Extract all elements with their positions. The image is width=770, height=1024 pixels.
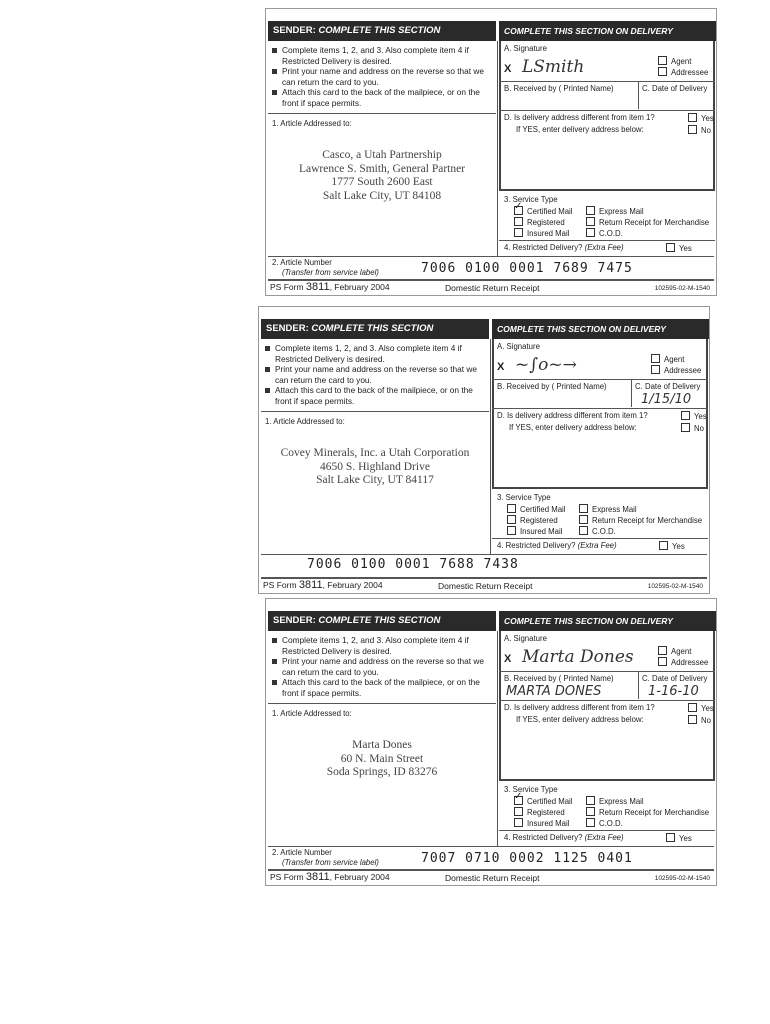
- service-option[interactable]: ✓Certified Mail: [514, 206, 573, 217]
- checkbox[interactable]: [514, 206, 523, 215]
- d-no-option[interactable]: No: [681, 423, 704, 434]
- checkbox[interactable]: [507, 526, 516, 535]
- addressee-option[interactable]: Addressee: [651, 365, 701, 376]
- restricted-delivery-label: 4. Restricted Delivery? (Extra Fee): [504, 833, 624, 842]
- service-type-label: 3. Service Type: [504, 785, 558, 794]
- checkbox[interactable]: [681, 423, 690, 432]
- restricted-delivery-label: 4. Restricted Delivery? (Extra Fee): [497, 541, 617, 550]
- checkbox[interactable]: [688, 703, 697, 712]
- d-yes-option[interactable]: Yes: [688, 113, 714, 124]
- agent-option[interactable]: Agent: [651, 354, 684, 365]
- instructions: Complete items 1, 2, and 3. Also complete item 4 if Restricted Delivery is desired. Print your name and address on the reverse so that we can return the card to you. Attach this card to the back of the mailpiece, or on the front if space permits.: [272, 635, 494, 698]
- d-question: D. Is delivery address different from item 1?: [504, 113, 655, 122]
- service-option[interactable]: C.O.D.: [586, 228, 623, 239]
- received-by-value: MARTA DONES: [506, 684, 602, 699]
- delivery-header: COMPLETE THIS SECTION ON DELIVERY: [499, 611, 716, 631]
- checkbox[interactable]: [651, 354, 660, 363]
- d-ifyes: If YES, enter delivery address below:: [516, 715, 644, 724]
- checkbox[interactable]: [514, 807, 523, 816]
- service-option[interactable]: Insured Mail: [514, 818, 569, 829]
- d-no-option[interactable]: No: [688, 125, 711, 136]
- instructions: Complete items 1, 2, and 3. Also complete item 4 if Restricted Delivery is desired. Print your name and address on the reverse so that we can return the card to you. Attach this card to the back of the mailpiece, or on the front if space permits.: [265, 343, 487, 406]
- service-option[interactable]: Express Mail: [586, 796, 644, 807]
- service-option[interactable]: Return Receipt for Merchandise: [586, 217, 709, 228]
- received-by-label: B. Received by ( Printed Name): [497, 382, 607, 391]
- restricted-yes-option[interactable]: Yes: [659, 541, 685, 552]
- return-receipt-card: [265, 598, 717, 886]
- sender-header: SENDER: COMPLETE THIS SECTION: [268, 611, 496, 631]
- checkbox[interactable]: [658, 646, 667, 655]
- signature: Marta Dones: [522, 647, 634, 667]
- checkbox[interactable]: [514, 818, 523, 827]
- article-number: 7006 0100 0001 7689 7475: [421, 261, 633, 276]
- return-receipt-card: [265, 8, 717, 296]
- article-number: 7006 0100 0001 7688 7438: [307, 557, 519, 572]
- restricted-yes-option[interactable]: Yes: [666, 243, 692, 254]
- received-by-label: B. Received by ( Printed Name): [504, 84, 614, 93]
- restricted-delivery-label: 4. Restricted Delivery? (Extra Fee): [504, 243, 624, 252]
- recipient-address: Marta Dones 60 N. Main Street Soda Springs, ID 83276: [326, 739, 438, 778]
- service-option[interactable]: Express Mail: [579, 504, 637, 515]
- sender-header: SENDER: COMPLETE THIS SECTION: [268, 21, 496, 41]
- delivery-date: 1-16-10: [648, 684, 699, 699]
- service-option[interactable]: Insured Mail: [514, 228, 569, 239]
- transfer-label: (Transfer from service label): [282, 268, 379, 277]
- checkbox[interactable]: [579, 504, 588, 513]
- x-mark: X: [504, 63, 512, 75]
- checkbox[interactable]: [514, 796, 523, 805]
- sender-header: SENDER: COMPLETE THIS SECTION: [261, 319, 489, 339]
- signature-label: A. Signature: [497, 342, 540, 351]
- date-label: C. Date of Delivery: [635, 382, 701, 391]
- article-addressed-label: 1. Article Addressed to:: [272, 119, 352, 128]
- service-option[interactable]: Insured Mail: [507, 526, 562, 537]
- service-option[interactable]: Registered: [514, 217, 565, 228]
- recipient-address: Covey Minerals, Inc. a Utah Corporation 4650 S. Highland Drive Salt Lake City, UT 84117: [280, 447, 470, 486]
- x-mark: X: [504, 653, 512, 665]
- service-option[interactable]: Certified Mail: [507, 504, 566, 515]
- article-number-label: 2. Article Number: [272, 848, 332, 857]
- date-label: C. Date of Delivery: [642, 674, 708, 683]
- checkbox[interactable]: [658, 657, 667, 666]
- d-no-option[interactable]: No: [688, 715, 711, 726]
- article-addressed-label: 1. Article Addressed to:: [272, 709, 352, 718]
- checkbox[interactable]: [579, 526, 588, 535]
- delivery-date: 1/15/10: [641, 392, 692, 407]
- article-number: 7007 0710 0002 1125 0401: [421, 851, 633, 866]
- form-footer: PS Form 3811, February 2004 Domestic Return Receipt 102595-02-M-1540: [270, 871, 710, 883]
- checkbox[interactable]: [651, 365, 660, 374]
- checkbox[interactable]: [658, 67, 667, 76]
- checkbox[interactable]: [586, 818, 595, 827]
- service-option[interactable]: Express Mail: [586, 206, 644, 217]
- transfer-label: (Transfer from service label): [282, 858, 379, 867]
- addressee-option[interactable]: Addressee: [658, 67, 708, 78]
- recipient-address: Casco, a Utah Partnership Lawrence S. Smith, General Partner 1777 South 2600 East Salt Lake City, UT 84108: [298, 149, 466, 202]
- agent-option[interactable]: Agent: [658, 56, 691, 67]
- x-mark: X: [497, 361, 505, 373]
- checkbox[interactable]: [666, 833, 675, 842]
- form-footer: PS Form 3811, February 2004 Domestic Return Receipt 102595-02-M-1540: [263, 579, 703, 591]
- checkbox[interactable]: [586, 807, 595, 816]
- checkbox[interactable]: [507, 504, 516, 513]
- checkbox[interactable]: [658, 56, 667, 65]
- signature-label: A. Signature: [504, 44, 547, 53]
- checkbox[interactable]: [586, 228, 595, 237]
- checkbox[interactable]: [688, 125, 697, 134]
- d-yes-option[interactable]: Yes: [681, 411, 707, 422]
- signature-label: A. Signature: [504, 634, 547, 643]
- service-option[interactable]: ✓Certified Mail: [514, 796, 573, 807]
- d-yes-option[interactable]: Yes: [688, 703, 714, 714]
- checkbox[interactable]: [586, 206, 595, 215]
- d-question: D. Is delivery address different from item 1?: [497, 411, 648, 420]
- agent-option[interactable]: Agent: [658, 646, 691, 657]
- d-question: D. Is delivery address different from item 1?: [504, 703, 655, 712]
- date-label: C. Date of Delivery: [642, 84, 708, 93]
- article-addressed-label: 1. Article Addressed to:: [265, 417, 345, 426]
- addressee-option[interactable]: Addressee: [658, 657, 708, 668]
- received-by-label: B. Received by ( Printed Name): [504, 674, 614, 683]
- signature: LSmith: [522, 57, 585, 77]
- checkbox[interactable]: [666, 243, 675, 252]
- checkbox[interactable]: [586, 796, 595, 805]
- checkbox[interactable]: [688, 113, 697, 122]
- d-ifyes: If YES, enter delivery address below:: [509, 423, 637, 432]
- service-option[interactable]: C.O.D.: [586, 818, 623, 829]
- service-option[interactable]: C.O.D.: [579, 526, 616, 537]
- delivery-header: COMPLETE THIS SECTION ON DELIVERY: [492, 319, 709, 339]
- instructions: Complete items 1, 2, and 3. Also complete item 4 if Restricted Delivery is desired. Print your name and address on the reverse so that we can return the card to you. Attach this card to the back of the mailpiece, or on the front if space permits.: [272, 45, 494, 108]
- service-option[interactable]: Registered: [514, 807, 565, 818]
- service-type-label: 3. Service Type: [504, 195, 558, 204]
- delivery-header: COMPLETE THIS SECTION ON DELIVERY: [499, 21, 716, 41]
- service-option[interactable]: Registered: [507, 515, 558, 526]
- form-footer: PS Form 3811, February 2004 Domestic Return Receipt 102595-02-M-1540: [270, 281, 710, 293]
- checkbox[interactable]: [659, 541, 668, 550]
- checkbox[interactable]: [579, 515, 588, 524]
- article-number-label: 2. Article Number: [272, 258, 332, 267]
- d-ifyes: If YES, enter delivery address below:: [516, 125, 644, 134]
- checkbox[interactable]: [514, 217, 523, 226]
- service-option[interactable]: Return Receipt for Merchandise: [586, 807, 709, 818]
- service-type-label: 3. Service Type: [497, 493, 551, 502]
- checkbox[interactable]: [681, 411, 690, 420]
- return-receipt-card: [258, 306, 710, 594]
- checkbox[interactable]: [688, 715, 697, 724]
- signature: ~∫o~→: [515, 355, 577, 375]
- checkbox[interactable]: [514, 228, 523, 237]
- restricted-yes-option[interactable]: Yes: [666, 833, 692, 844]
- service-option[interactable]: Return Receipt for Merchandise: [579, 515, 702, 526]
- checkbox[interactable]: [507, 515, 516, 524]
- checkbox[interactable]: [586, 217, 595, 226]
